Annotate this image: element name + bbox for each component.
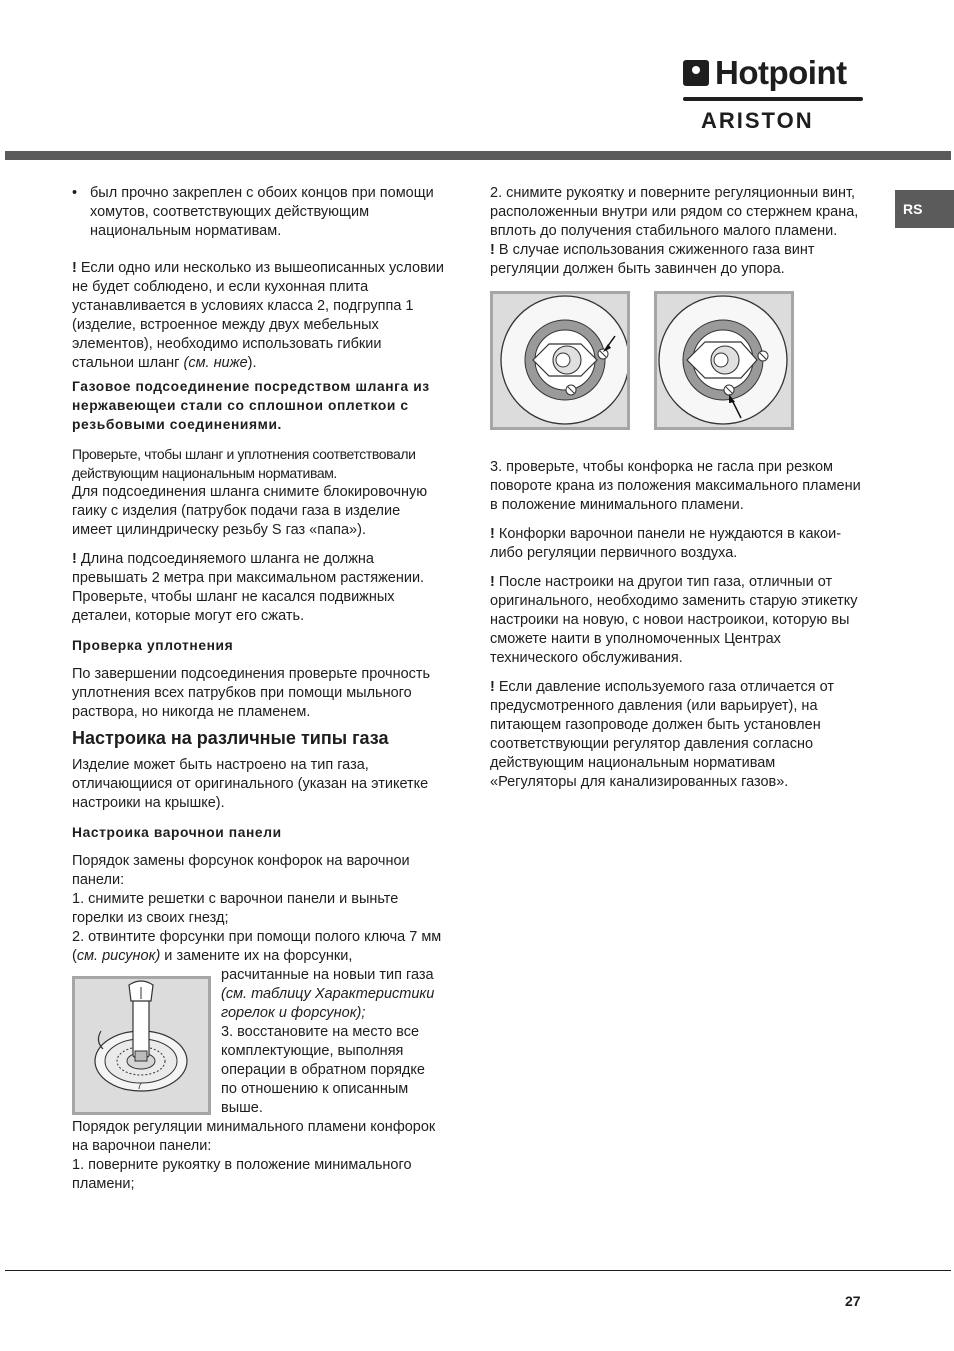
warning-text: В случае использования сжиженного газа винт регуляции должен быть завинчен до упора.: [490, 242, 815, 277]
valve-figures: [490, 291, 864, 430]
svg-text:7: 7: [137, 1081, 143, 1091]
warning-paragraph: [490, 241, 864, 279]
warning-mark: !: [72, 551, 77, 567]
page-number: 27: [845, 1293, 861, 1309]
hob-heading: Настроика варочнои панели: [72, 825, 282, 840]
reference-text: см. рисунок): [76, 948, 161, 964]
warning-mark: !: [490, 242, 495, 258]
footer-divider: [5, 1270, 951, 1271]
connect-paragraph: Для подсоединения шланга снимите блокировочную гаику с изделия (патрубок подачи газа в изделие имеет цилиндрическу резьбу S газ «папа»).: [72, 484, 428, 538]
seal-paragraph: По завершении подсоединения проверьте прочность уплотнения всех патрубков при помощи мыльного раствора, но никогда не пламенем.: [72, 666, 431, 720]
figure-side-text: расчитанные на новыи тип газа (см. таблицу Характеристики горелок и форсунок); 3. восстановите на место все комплектующие, выполняя операции в обратном порядке по отношению к описанным выше.: [211, 966, 444, 1118]
step-3-right: 3. проверьте, чтобы конфорка не гасла при резком повороте крана из положения максимального пламени в положение минимального пламени.: [490, 459, 861, 513]
warning-paragraph: ! Если одно или несколько из вышеописанных условии не будет соблюдено, и если кухонная плита устанавливается в условиях класса 2, подгруппа 1 (изделие, встроенное между двух мебельных элементов), необходимо использовать гибкии стальнои шланг (см. ниже).: [72, 260, 444, 371]
reference-text: (см. ниже: [183, 355, 248, 371]
valve-adjust-bottom-icon: [657, 294, 791, 427]
steps-intro: Порядок замены форсунок конфорок на варочнои панели:: [72, 853, 410, 888]
injector-wrench-figure: [72, 976, 211, 1115]
step-2: 2. отвинтите форсунки при помощи полого ключа 7 мм (см. рисунок) и замените их на форсунки,: [72, 929, 442, 964]
language-tab: RS: [895, 190, 954, 228]
bullet-text: был прочно закреплен с обоих концов при помощи хомутов, соответствующих действующим национальным нормативам.: [90, 185, 434, 239]
reference-text: (см. таблицу Характеристики горелок и форсунок);: [221, 986, 435, 1021]
wrench-illustration-icon: [75, 979, 208, 1112]
injector-figure-block: [72, 966, 444, 1118]
seal-heading: Проверка уплотнения: [72, 638, 234, 653]
warning-text: Длина подсоединяемого шланга не должна превышать 2 метра при максимальном растяжении. Проверьте, чтобы шланг не касался подвижных деталеи, которые могут его сжать.: [72, 551, 425, 624]
hose-heading: Газовое подсоединение посредством шланга из нержавеющеи стали со сплошнои оплеткои с резьбовыми соединениями.: [72, 379, 430, 432]
bullet-item: [72, 184, 444, 241]
warning-mark: !: [490, 526, 495, 542]
section-title: Настроика на различные типы газа: [72, 728, 389, 748]
warning-mark: !: [72, 260, 77, 276]
brand-divider: [683, 97, 863, 101]
right-column: [490, 184, 864, 792]
valve-figure-side-screw: [490, 291, 630, 430]
left-column: [72, 184, 444, 1194]
warning-mark: !: [490, 679, 495, 695]
brand-name: Hotpoint: [715, 54, 847, 91]
header-bar: [5, 151, 951, 160]
valve-adjust-side-icon: [493, 294, 627, 427]
warning-text: Если одно или несколько из вышеописанных условии не будет соблюдено, и если кухонная плита устанавливается в условиях класса 2, подгруппа 1 (изделие, встроенное между двух мебельных элементов), необходимо использовать гибкии стальнои шланг: [72, 260, 444, 371]
step-1: 1. снимите решетки с варочнои панели и выньте горелки из своих гнезд;: [72, 891, 399, 926]
warning-paragraph: [490, 678, 864, 792]
warning-text: Конфорки варочнои панели не нуждаются в какои-либо регуляции первичного воздуха.: [490, 526, 842, 561]
valve-figure-bottom-screw: [654, 291, 794, 430]
step-2-right: 2. снимите рукоятку и поверните регуляционныи винт, расположенныи внутри или рядом со стержнем крана, вплоть до получения стабильного малого пламени.: [490, 185, 859, 239]
min-flame-intro: Порядок регуляции минимального пламени конфорок на варочнои панели:: [72, 1119, 436, 1154]
warning-text: После настроики на другои тип газа, отличныи от оригинального, необходимо заменить старую этикетку настроики на новую, с новои настроикои, которую вы сможете наити в уполномоченных Центрах технического обслуживания.: [490, 574, 858, 666]
warning-text: Если давление используемого газа отличается от предусмотренного давления (или варьирует), на питающем газопроводе должен быть установлен соответствующии регулятор давления согласно действующим национальным нормативам «Регуляторы для канализированных газов».: [490, 679, 834, 790]
brand-mark-icon: [683, 60, 709, 86]
warning-paragraph: [72, 550, 444, 626]
intro-paragraph: Изделие может быть настроено на тип газа, отличающиися от оригинального (указан на этикетке настроики на крышке).: [72, 757, 429, 811]
min-flame-step-1: 1. поверните рукоятку в положение минимального пламени;: [72, 1157, 412, 1192]
bullet-mark: •: [72, 185, 78, 201]
warning-paragraph: [490, 525, 864, 563]
check-paragraph: Проверьте, чтобы шланг и уплотнения соответствовали действующим национальным нормативам.: [72, 446, 416, 481]
step-3: 3. восстановите на место все комплектующие, выполняя операции в обратном порядке по отношению к описанным выше.: [221, 1024, 425, 1116]
warning-mark: !: [490, 574, 495, 590]
brand-sub: ARISTON: [701, 108, 814, 133]
brand-logo: [683, 55, 863, 135]
warning-paragraph: [490, 573, 864, 668]
